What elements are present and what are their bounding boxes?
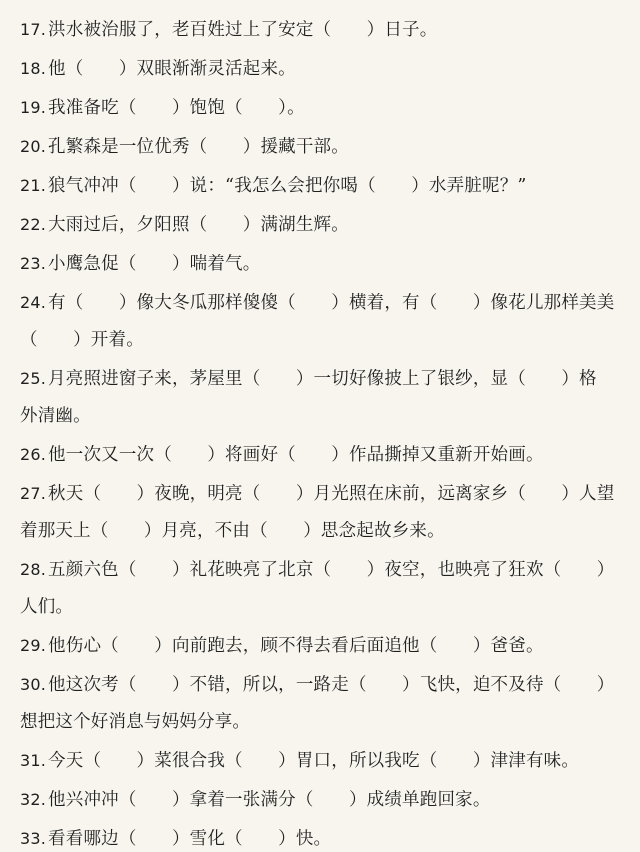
question-line	[20, 672, 626, 698]
question-text: 狼气冲冲（ ）说：“我怎么会把你喝（ ）水弄脏呢？”	[48, 176, 527, 196]
question-number: 33.	[20, 829, 47, 848]
question-number: 22.	[20, 215, 47, 234]
question-line	[20, 173, 626, 199]
question-continuation-line: 人们。	[20, 597, 74, 617]
question-continuation-line: 着那天上（ ）月亮，不由（ ）思念起故乡来。	[20, 521, 445, 541]
question-21	[20, 173, 626, 199]
question-number: 17.	[20, 20, 47, 39]
question-number: 29.	[20, 636, 47, 655]
question-24	[20, 290, 626, 353]
question-20	[20, 134, 626, 160]
question-number: 19.	[20, 98, 47, 117]
question-19	[20, 95, 626, 121]
question-number: 26.	[20, 445, 47, 464]
question-line	[20, 290, 626, 316]
question-line	[20, 17, 626, 43]
question-text: 五颜六色（ ）礼花映亮了北京（ ）夜空，也映亮了狂欢（ ）	[48, 560, 615, 580]
question-number: 23.	[20, 254, 47, 273]
question-line	[20, 56, 626, 82]
question-number: 20.	[20, 137, 47, 156]
question-22	[20, 212, 626, 238]
question-line	[20, 481, 626, 507]
question-text: 洪水被治服了，老百姓过上了安定（ ）日子。	[48, 20, 438, 40]
question-line	[20, 366, 626, 392]
question-30	[20, 672, 626, 735]
question-text: 他兴冲冲（ ）拿着一张满分（ ）成绩单跑回家。	[48, 790, 491, 810]
question-33	[20, 826, 626, 852]
question-23	[20, 251, 626, 277]
question-line	[20, 134, 626, 160]
question-line	[20, 557, 626, 583]
question-line	[20, 442, 626, 468]
question-27	[20, 481, 626, 544]
question-text: 他这次考（ ）不错，所以，一路走（ ）飞快，迫不及待（ ）	[48, 675, 615, 695]
question-text: 他（ ）双眼渐渐灵活起来。	[48, 59, 296, 79]
question-continuation-line: 想把这个好消息与妈妈分享。	[20, 712, 251, 732]
question-line	[20, 95, 626, 121]
question-text: 小鹰急促（ ）喘着气。	[48, 254, 261, 274]
question-text: 孔繁森是一位优秀（ ）援藏干部。	[48, 137, 349, 157]
question-text: 看看哪边（ ）雪化（ ）快。	[48, 829, 332, 849]
question-line	[20, 251, 626, 277]
question-25	[20, 366, 626, 429]
question-text: 今天（ ）菜很合我（ ）胃口，所以我吃（ ）津津有味。	[48, 751, 580, 771]
question-line	[20, 748, 626, 774]
question-text: 月亮照进窗子来，茅屋里（ ）一切好像披上了银纱，显（ ）格	[48, 369, 597, 389]
question-number: 30.	[20, 675, 47, 694]
question-number: 32.	[20, 790, 47, 809]
question-text: 大雨过后，夕阳照（ ）满湖生辉。	[48, 215, 349, 235]
question-text: 秋天（ ）夜晚，明亮（ ）月光照在床前，远离家乡（ ）人望	[48, 484, 615, 504]
question-continuation-line: （ ）开着。	[20, 330, 144, 350]
question-26	[20, 442, 626, 468]
question-17	[20, 17, 626, 43]
question-number: 31.	[20, 751, 47, 770]
question-28	[20, 557, 626, 620]
question-text: 他一次又一次（ ）将画好（ ）作品撕掉又重新开始画。	[48, 445, 544, 465]
question-18	[20, 56, 626, 82]
question-line	[20, 633, 626, 659]
question-text: 我准备吃（ ）饱饱（ ）。	[48, 98, 305, 118]
question-text: 有（ ）像大冬瓜那样傻傻（ ）横着，有（ ）像花儿那样美美	[48, 293, 615, 313]
question-29	[20, 633, 626, 659]
question-number: 21.	[20, 176, 47, 195]
question-number: 27.	[20, 484, 47, 503]
question-text: 他伤心（ ）向前跑去，顾不得去看后面追他（ ）爸爸。	[48, 636, 544, 656]
question-number: 28.	[20, 560, 47, 579]
question-number: 18.	[20, 59, 47, 78]
question-line	[20, 212, 626, 238]
question-number: 24.	[20, 293, 47, 312]
question-line	[20, 787, 626, 813]
question-number: 25.	[20, 369, 47, 388]
question-31	[20, 748, 626, 774]
question-32	[20, 787, 626, 813]
question-line	[20, 826, 626, 852]
question-continuation-line: 外清幽。	[20, 406, 91, 426]
